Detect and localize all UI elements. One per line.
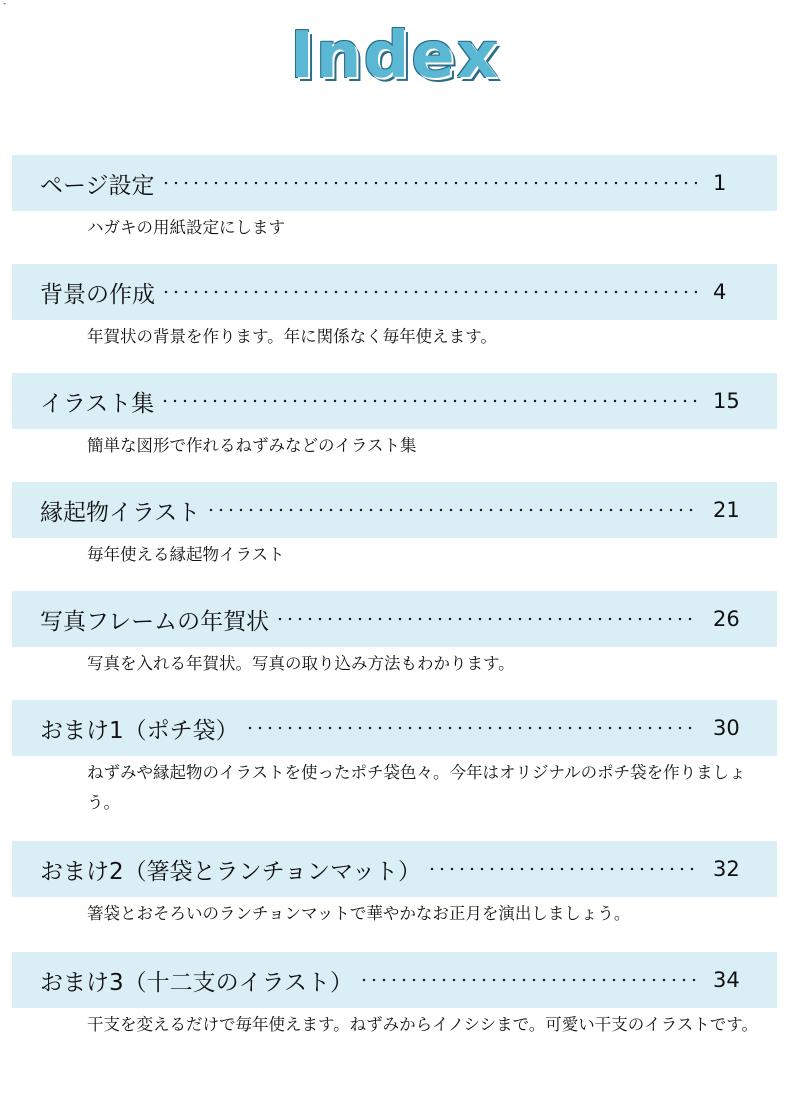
toc-page-number: 21 [713,498,740,522]
toc-entry-title[interactable]: おまけ1（ポチ袋） [40,717,239,744]
toc-entry-band[interactable] [12,155,777,211]
toc-entry-description: 箸袋とおそろいのランチョンマットで華やかなお正月を演出しましょう。 [87,904,631,923]
toc-entry-band[interactable] [12,264,777,320]
dot-leader [161,290,697,294]
toc-entry-description: 干支を変えるだけで毎年使えます。ねずみからイノシシまで。可愛い干支のイラストです。 [87,1015,758,1034]
toc-entry-description: 毎年使える縁起物イラスト [87,545,285,564]
toc-page-number: 26 [713,607,740,631]
toc-page-number: 4 [713,280,727,304]
toc-entry[interactable] [12,952,777,1093]
toc-page-number: 30 [713,716,740,740]
toc-entry-description: 年賀状の背景を作ります。年に関係なく毎年使えます。 [87,327,497,346]
toc-page-number: 32 [713,857,740,881]
toc-entry-band[interactable] [12,700,777,756]
toc-entry-band[interactable] [12,952,777,1008]
toc-entry-description: ハガキの用紙設定にします [87,218,285,237]
title-area [0,20,790,92]
dot-leader [160,399,697,403]
toc-entry-description: 写真を入れる年賀状。写真の取り込み方法もわかります。 [87,654,515,673]
table-of-contents [12,155,777,1093]
toc-entry-title[interactable]: 写真フレームの年賀状 [40,608,270,635]
toc-entry-title[interactable]: ページ設定 [40,172,155,199]
page-title: Index [290,19,500,93]
toc-entry[interactable] [12,155,777,264]
toc-entry-description: 簡単な図形で作れるねずみなどのイラスト集 [87,436,417,455]
toc-page-number: 1 [713,171,727,195]
dot-leader [161,181,697,185]
toc-entry[interactable] [12,700,777,841]
dot-leader [206,508,697,512]
toc-entry[interactable] [12,264,777,373]
toc-entry-band[interactable] [12,841,777,897]
dot-leader [359,978,697,982]
toc-entry-band[interactable] [12,482,777,538]
toc-entry[interactable] [12,373,777,482]
toc-entry-title[interactable]: 縁起物イラスト [40,499,201,526]
toc-entry-title[interactable]: 背景の作成 [40,281,155,308]
toc-entry-title[interactable]: おまけ2（箸袋とランチョンマット） [40,858,422,885]
toc-entry-band[interactable] [12,591,777,647]
toc-entry[interactable] [12,482,777,591]
toc-entry-band[interactable] [12,373,777,429]
toc-entry-description: ねずみや縁起物のイラストを使ったポチ袋色々。今年はオリジナルのポチ袋を作りましょう。 [87,763,746,812]
corner-mark: - [3,0,7,9]
dot-leader [427,867,697,871]
dot-leader [245,726,697,730]
toc-entry[interactable] [12,591,777,700]
dot-leader [275,617,697,621]
toc-entry-title[interactable]: イラスト集 [40,390,155,417]
toc-entry[interactable] [12,841,777,952]
toc-page-number: 34 [713,968,740,992]
toc-page-number: 15 [713,389,740,413]
toc-entry-title[interactable]: おまけ3（十二支のイラスト） [40,969,353,996]
